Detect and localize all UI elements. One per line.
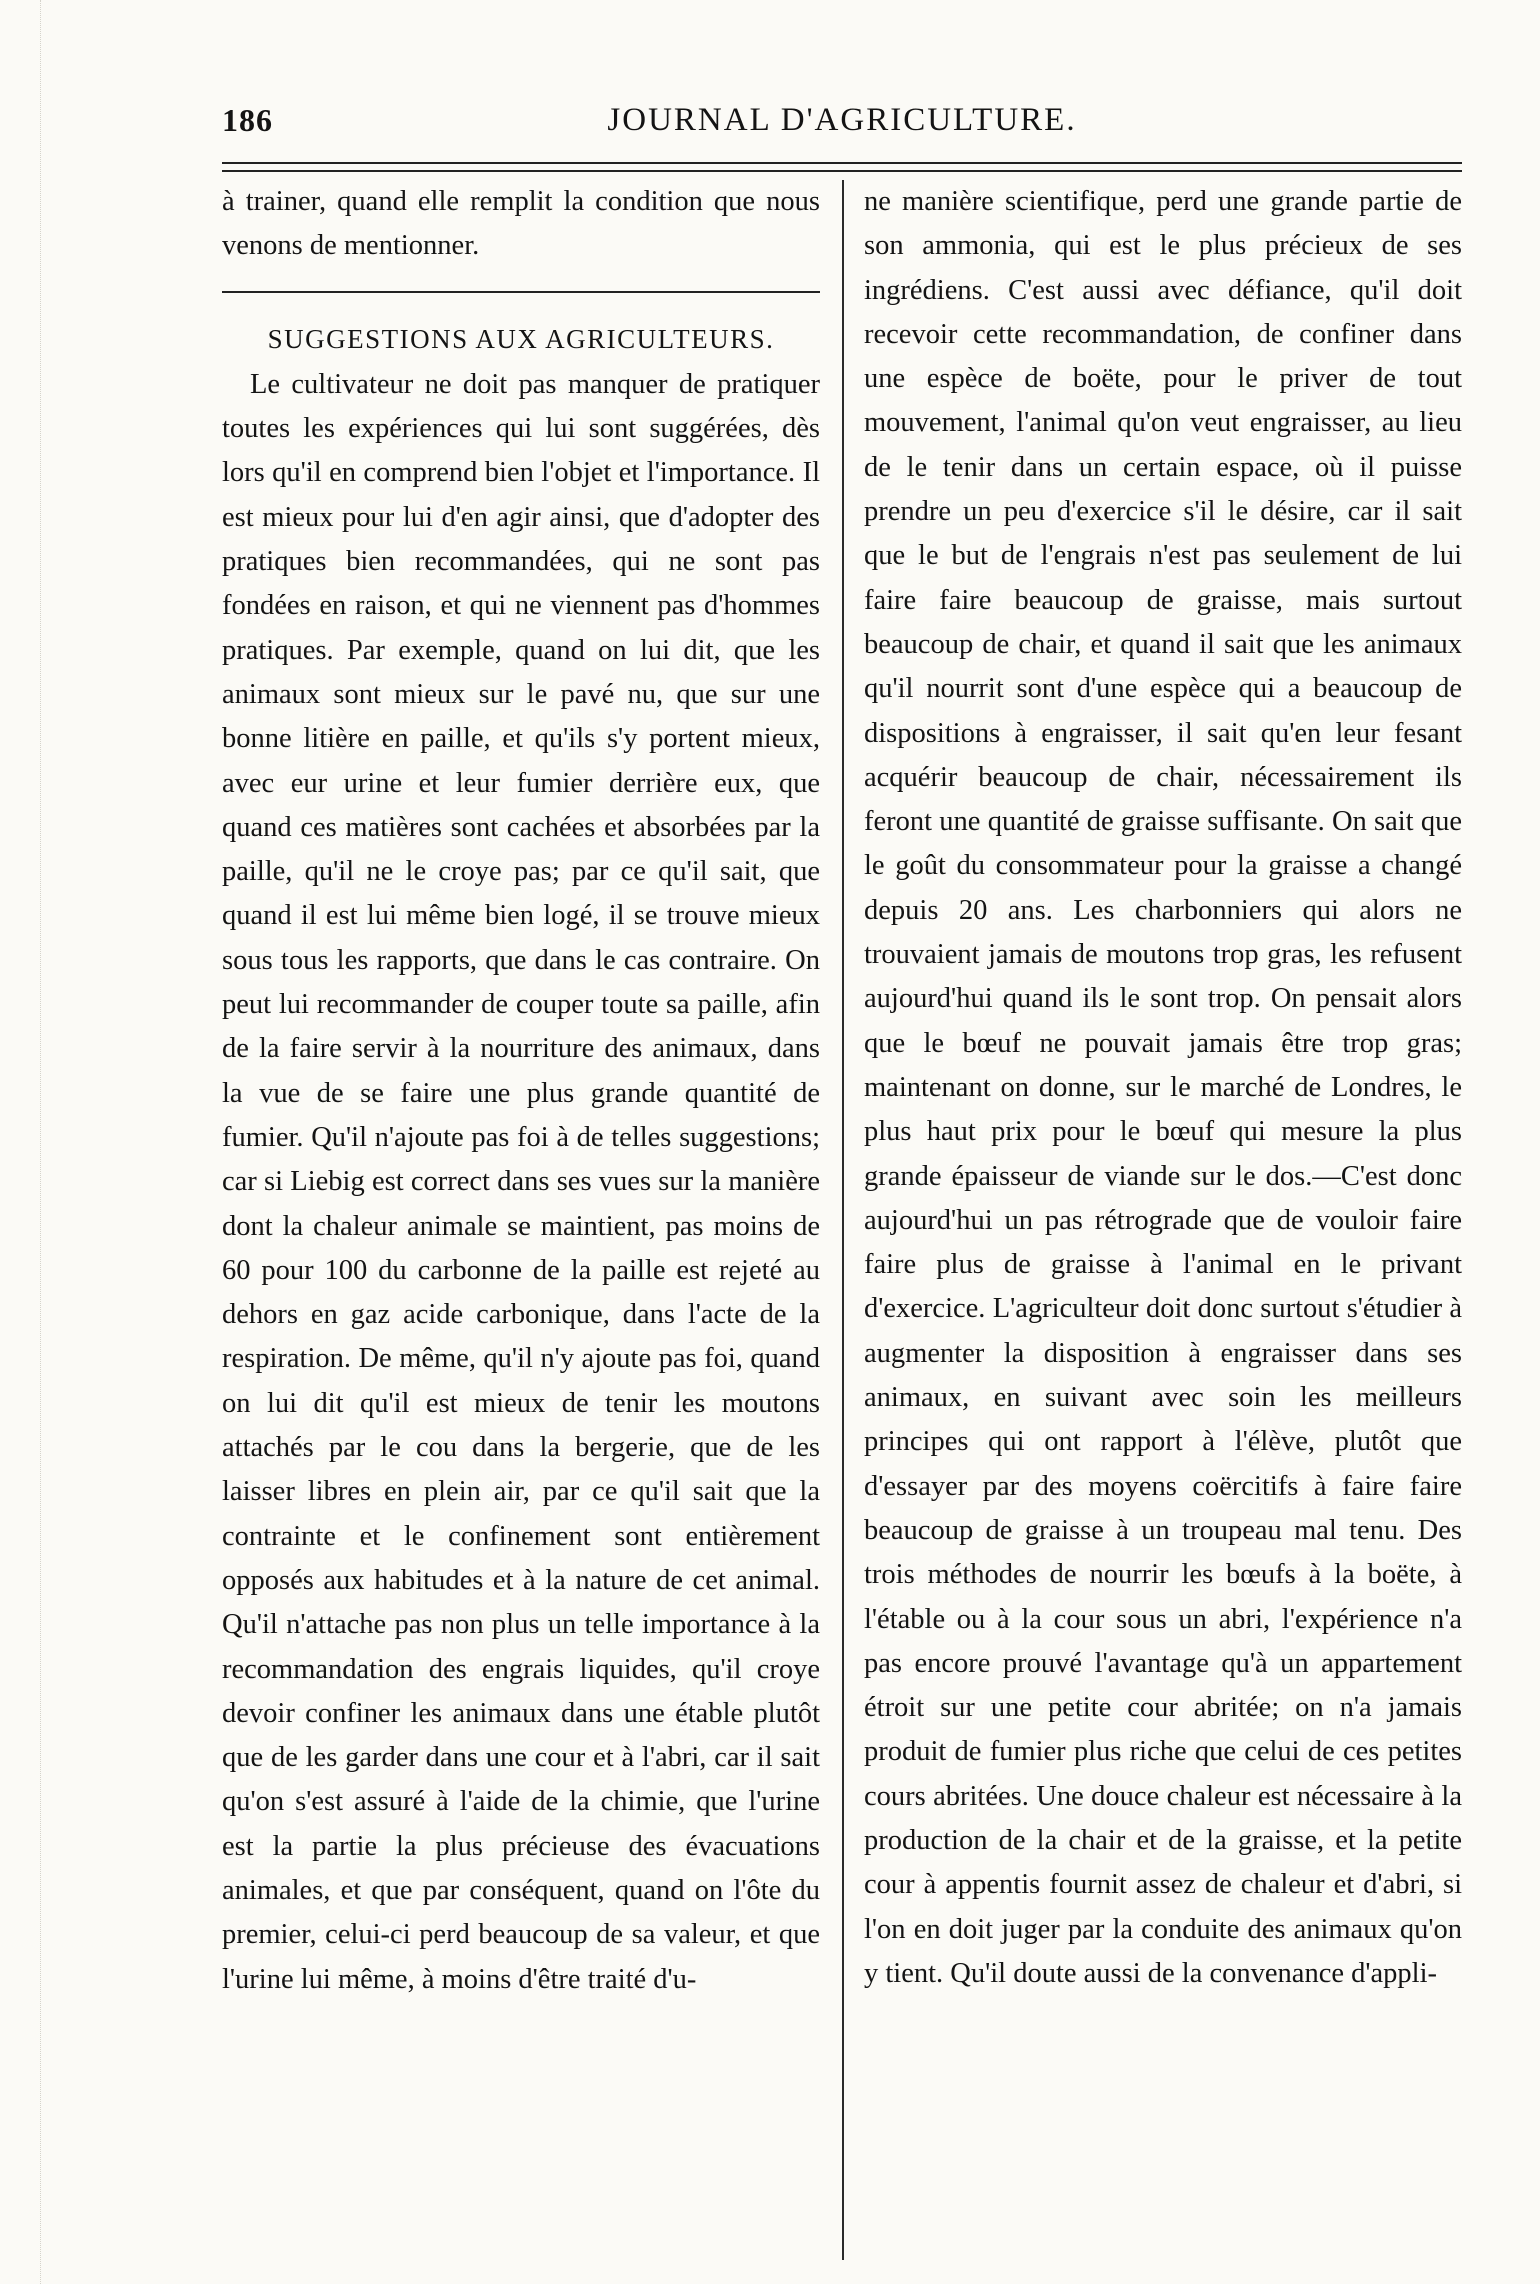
running-title: JOURNAL D'AGRICULTURE.	[607, 102, 1077, 138]
column-divider	[842, 180, 844, 2260]
continuation-paragraph: à trainer, quand elle remplit la condition que nous venons de mentionner.	[222, 186, 820, 262]
text-columns	[222, 180, 1462, 2260]
section-title: SUGGESTIONS AUX AGRICULTEURS.	[267, 323, 775, 354]
section-body-paragraph: Le cultivateur ne doit pas manquer de pratiquer toutes les expériences qui lui sont suggérées, dès lors qu'il en comprend bien l'objet et l'importance. Il est mieux pour lui d'en agir ainsi, que d'adopter des pratiques bien recommandées, qui ne sont pas fondées en raison, et qui ne viennent pas d'hommes pratiques. Par exemple, quand on lui dit, que les animaux sont mieux sur le pavé nu, que sur une bonne litière en paille, et qu'ils s'y portent mieux, avec eur urine et leur fumier derrière eux, que quand ces matières sont cachées et absorbées par la paille, qu'il ne le croye pas; par ce qu'il sait, que quand il est lui même bien logé, il se trouve mieux sous tous les rapports, que dans le cas contraire. On peut lui recommander de couper toute sa paille, afin de la faire servir à la nourriture des animaux, dans la vue de se faire une plus grande quantité de fumier. Qu'il n'ajoute pas foi à de telles suggestions; car si Liebig est correct dans ses vues sur la manière dont la chaleur animale se maintient, pas moins de 60 pour 100 du carbonne de la paille est rejeté au dehors en gaz acide carbonique, dans l'acte de la respiration. De même, qu'il n'y ajoute pas foi, quand on lui dit qu'il est mieux de tenir les moutons attachés par le cou dans la bergerie, que de les laisser libres en plein air, par ce qu'il sait que la contrainte et le confinement sont entièrement opposés aux habitudes et à la nature de cet animal. Qu'il n'attache pas non plus un telle importance à la recommandation des engrais liquides, qu'il croye devoir confiner les animaux dans une étable plutôt que de les garder dans une cour et à l'abri, car il sait qu'on s'est assuré à l'aide de la chimie, que l'urine est la partie la plus précieuse des évacuations animales, et que par conséquent, quand on l'ôte du premier, celui-ci perd beaucoup de sa valeur, et que l'urine lui même, à moins d'être traité d'u-	[222, 368, 820, 1995]
header-double-rule	[222, 162, 1462, 172]
right-body-paragraph: ne manière scientifique, perd une grande partie de son ammonia, qui est le plus précieux de ses ingrédiens. C'est aussi avec défiance, qu'il doit recevoir cette recommandation, de confiner dans une espèce de boëte, pour le priver de tout mouvement, l'animal qu'on veut engraisser, au lieu de le tenir dans un certain espace, où il puisse prendre un peu d'exercice s'il le désire, car il sait que le but de l'engrais n'est pas seulement de lui faire faire beaucoup de graisse, mais surtout beaucoup de chair, et quand il sait que les animaux qu'il nourrit sont d'une espèce qui a beaucoup de dispositions à engraisser, il sait qu'en leur fesant acquérir beaucoup de chair, nécessairement ils feront une quantité de graisse suffisante. On sait que le goût du consommateur pour la graisse a changé depuis 20 ans. Les charbonniers qui alors ne trouvaient jamais de moutons trop gras, les refusent aujourd'hui quand ils le sont trop. On pensait alors que le bœuf ne pouvait jamais être trop gras; maintenant on donne, sur le marché de Londres, le plus haut prix pour le bœuf qui mesure la plus grande épaisseur de viande sur le dos.—C'est donc aujourd'hui un pas rétrograde que de vouloir faire faire plus de graisse à l'animal en le privant d'exercice. L'agriculteur doit donc surtout s'étudier à augmenter la disposition à engraisser dans ses animaux, en suivant avec soin les meilleurs principes qui ont rapport à l'élève, plutôt que d'essayer par des moyens coërcitifs à faire faire beaucoup de graisse à un troupeau mal tenu. Des trois méthodes de nourrir les bœufs à la boëte, à l'étable ou à la cour sous un abri, l'expérience n'a pas encore prouvé l'avantage qu'à un appartement étroit sur une petite cour abritée; on n'a jamais produit de fumier plus riche que celui de ces petites cours abritées. Une douce chaleur est nécessaire à la production de la chair et de la graisse, et la petite cour à appentis fournit assez de chaleur et d'abri, si l'on en doit juger par la conduite des animaux qu'on y tient. Qu'il doute aussi de la convenance d'appli-	[864, 186, 1462, 1989]
right-column	[864, 180, 1462, 1996]
page-header	[222, 92, 1462, 152]
left-column	[222, 180, 820, 2002]
binding-edge	[0, 0, 41, 2284]
section-divider	[222, 291, 820, 293]
page-number: 186	[222, 102, 273, 138]
